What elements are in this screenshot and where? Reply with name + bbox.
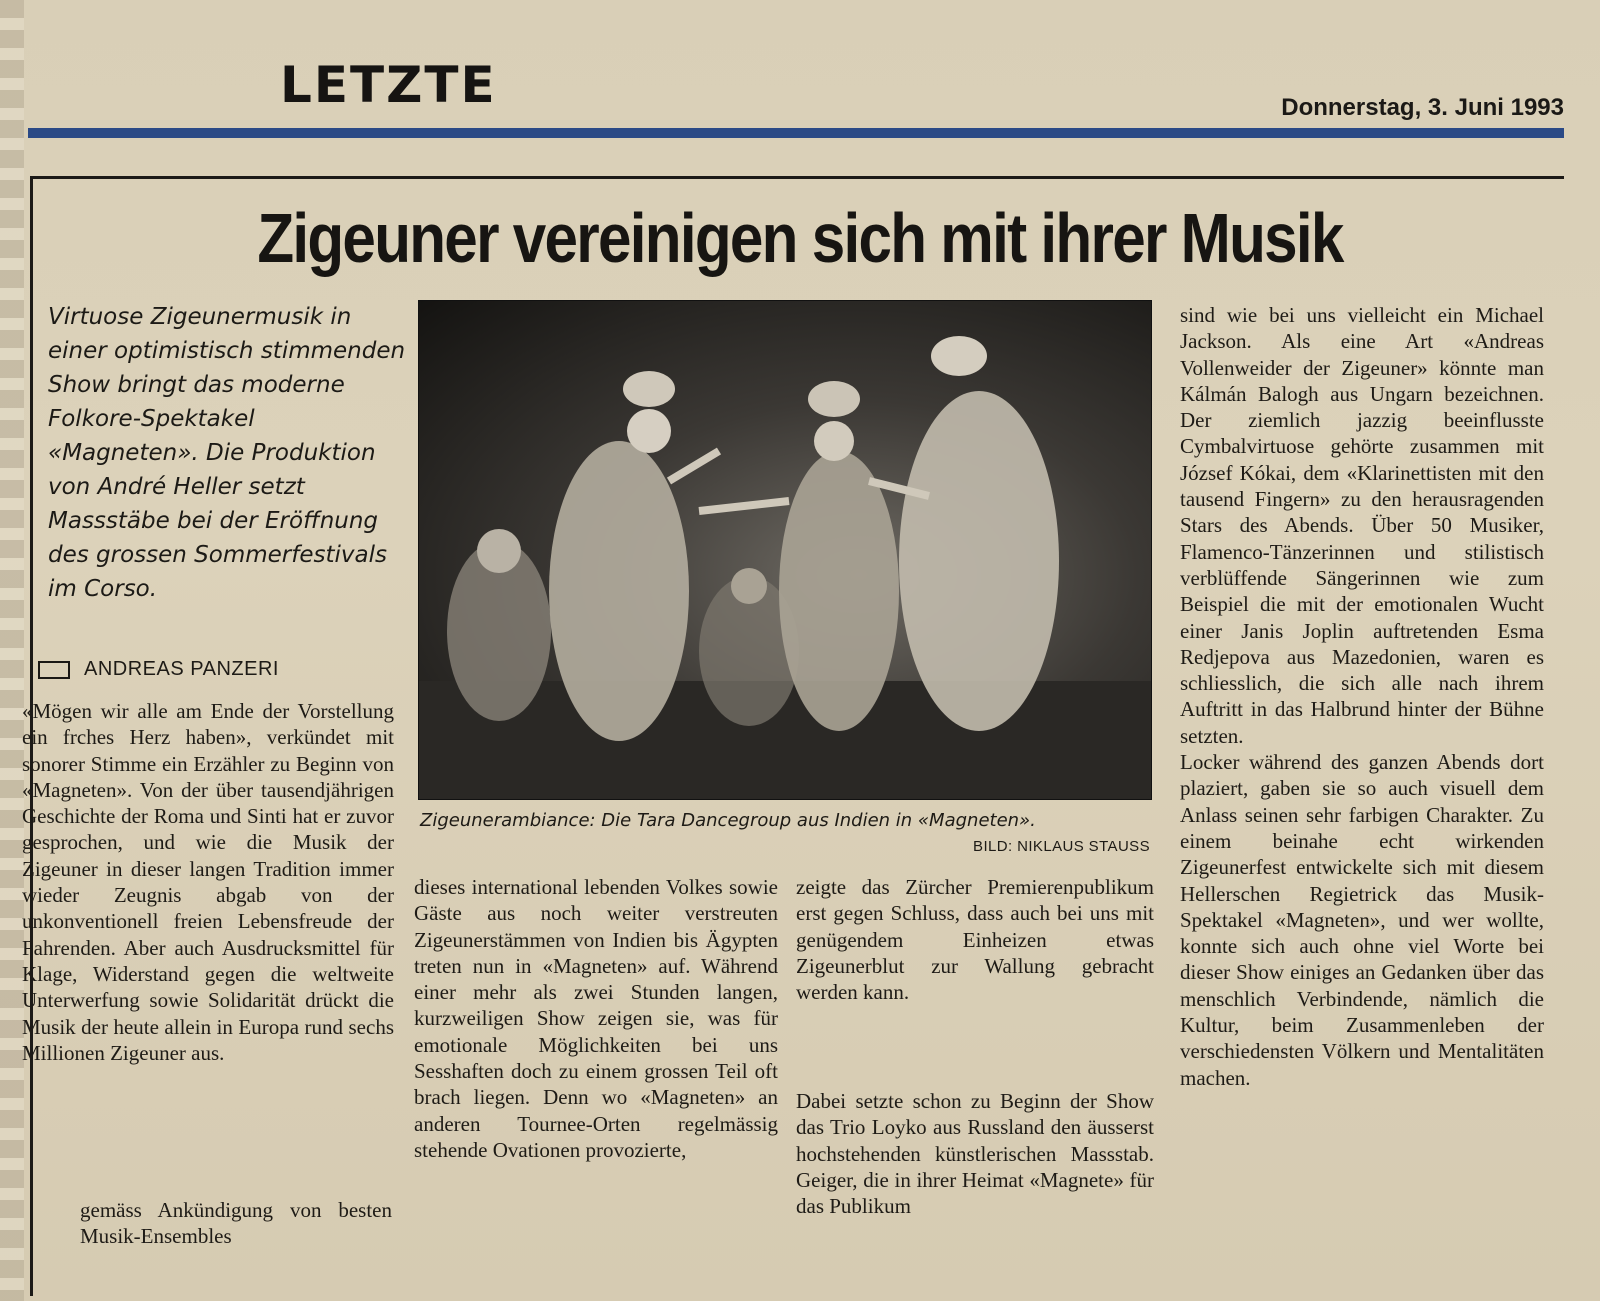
dancers-photo-illustration	[419, 301, 1151, 799]
byline-box-icon	[38, 661, 70, 679]
body-column-4	[1180, 302, 1544, 1091]
article-photo	[418, 300, 1152, 800]
header-rule	[28, 128, 1564, 138]
body-paragraph: sind wie bei uns vielleicht ein Michael Jackson. Als eine Art «Andreas Vollenweider der Zigeuner» könnte man Kálmán Balogh aus Ungarn bezeichnen. Der ziemlich jazzig beeinflusste Cymbalvirtuose gehörte zusammen mit József Kókai, dem «Klarinettisten mit den tausend Fingern» zu den herausragenden Stars des Abends. Über 50 Musiker, Flamenco-Tänzerinnen und stilistisch verblüffende Sängerinnen wie zum Beispiel die mit der emotionalen Wucht einer Janis Joplin auftretenden Esma Redjepova aus Mazedonien, waren es schliesslich, die sich alle nach ihrem Auftritt in das Halbrund hinter der Bühne setzten.	[1180, 303, 1544, 748]
author-name: ANDREAS PANZERI	[84, 658, 279, 680]
photo-credit: BILD: NIKLAUS STAUSS	[973, 838, 1150, 855]
body-paragraph: Dabei setzte schon zu Beginn der Show das Trio Loyko aus Russland den äusserst hochstehenden künstlerischen Massstab. Geiger, die in ihrer Heimat «Magnete» für das Publikum	[796, 1089, 1154, 1219]
body-column-1-continued	[80, 1197, 392, 1250]
body-paragraph: dieses international lebenden Volkes sowie Gäste aus noch weiter verstreuten Zigeunerstämmen von Indien bis Ägypten treten nun in «Magneten» auf. Während einer mehr als zwei Stunden langen, kurzweiligen Show zeigen sie, was für emotionale Möglichkeiten bei uns Sesshaften doch zu einem grossen Teil oft brach liegen. Denn wo «Magneten» an anderen Tournee-Orten regelmässig stehende Ovationen provozierte,	[414, 875, 778, 1162]
body-column-2	[414, 874, 778, 1163]
issue-date: Donnerstag, 3. Juni 1993	[1281, 94, 1564, 121]
body-paragraph: Locker während des ganzen Abends dort plaziert, gaben sie so auch visuell dem Anlass seinen sehr farbigen Charakter. Zu einem beinahe echt wirkenden Zigeunerfest entwickelte sich mit diesem Hellerschen Regietrick das Musik-Spektakel «Magneten», und wer wollte, konnte sich auch ohne viel Worte bei dieser Show einiges an Gedanken über das menschlich Verbindende, nämlich die Kultur, beim Zusammenleben der verschiedensten Völkern und Mentalitäten machen.	[1180, 750, 1544, 1090]
body-paragraph: zeigte das Zürcher Premierenpublikum erst gegen Schluss, dass auch bei uns mit genügendem Einheizen etwas Zigeunerblut zur Wallung gebracht werden kann.	[796, 875, 1154, 1005]
body-column-3-second	[796, 1088, 1154, 1219]
article-headline: Zigeuner vereinigen sich mit ihrer Musik	[257, 199, 1343, 277]
article-lead: Virtuose Zigeunermusik in einer optimistisch stimmenden Show bringt das moderne Folkore-Spektakel «Magneten». Die Produktion von André Heller setzt Massstäbe bei der Eröffnung des grossen Sommerfestivals im Corso.	[48, 304, 406, 602]
torn-edge	[0, 0, 24, 1301]
body-paragraph: «Mögen wir alle am Ende der Vorstellung ein frches Herz haben», verkündet mit sonorer Stimme ein Erzähler zu Beginn von «Magneten». Von der über tausendjährigen Geschichte der Roma und Sinti hat er zuvor gesprochen, und wie die Musik der Zigeuner in dieser langen Tradition immer wieder Zeugnis abgab von der unkonventionell freien Lebensfreude der Fahrenden. Aber auch Ausdrucksmittel für Klage, Widerstand gegen die weltweite Unterwerfung sowie Solidarität drückt die Musik der heute allein in Europa rund sechs Millionen Zigeuner aus.	[22, 699, 394, 1065]
photo-caption: Zigeunerambiance: Die Tara Dancegroup aus Indien in «Magneten».	[420, 810, 1036, 831]
body-column-1	[22, 698, 394, 1066]
section-name: LETZTE	[280, 56, 497, 114]
body-paragraph: gemäss Ankündigung von besten Musik-Ensembles	[80, 1198, 392, 1249]
byline	[38, 658, 279, 681]
body-column-3	[796, 874, 1154, 1005]
